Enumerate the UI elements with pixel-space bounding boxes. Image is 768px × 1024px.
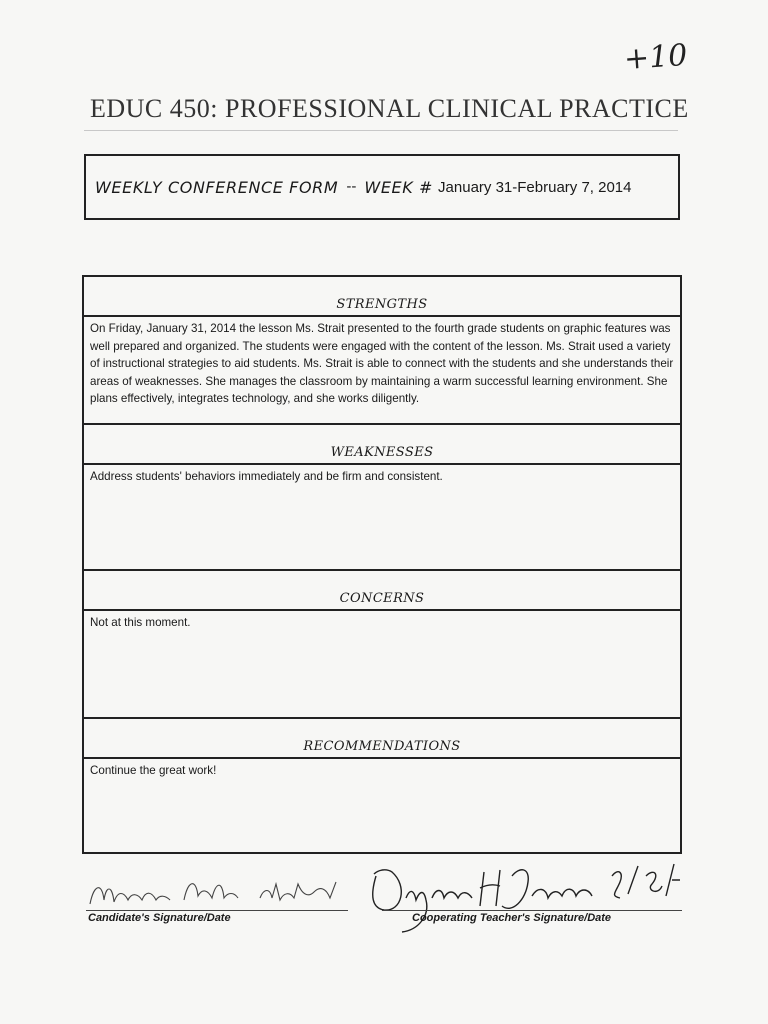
strengths-text: On Friday, January 31, 2014 the lesson Ms. Strait presented to the fourth grade students on graphic features was well prepared and organized. The students were engaged with the content of the lesson. Ms. Strait used a variety of instructional strategies to aid students. Ms. Strait is able to connect with the students and she understands their areas of weaknesses. She manages the classroom by maintaining a warm successful learning environment. She plans effectively, integrates technology, and she works diligently.: [84, 317, 680, 425]
teacher-signature-line: [382, 910, 682, 911]
week-dates: January 31-February 7, 2014: [438, 178, 632, 196]
title-divider: [84, 130, 678, 131]
course-title: EDUC 450: PROFESSIONAL CLINICAL PRACTICE: [90, 94, 689, 123]
weaknesses-heading: WEAKNESSES: [84, 425, 680, 465]
candidate-signature-label: Candidate's Signature/Date: [88, 912, 231, 924]
recommendations-text: Continue the great work!: [90, 764, 217, 777]
signature-area: [0, 856, 768, 936]
form-separator: --: [346, 179, 357, 195]
form-header-box: [84, 154, 680, 220]
concerns-heading: CONCERNS: [84, 571, 680, 611]
recommendations-heading: RECOMMENDATIONS: [84, 719, 680, 759]
candidate-signature-line: [86, 910, 348, 911]
teacher-signature-label: Cooperating Teacher's Signature/Date: [412, 912, 612, 924]
concerns-text: Not at this moment.: [84, 611, 680, 719]
weaknesses-text: Address students' behaviors immediately and be firm and consistent.: [84, 465, 680, 571]
conference-sections-table: [82, 275, 682, 854]
strengths-heading: STRENGTHS: [84, 277, 680, 317]
form-title: WEEKLY CONFERENCE FORM: [95, 177, 339, 197]
handwritten-score: +10: [622, 37, 689, 78]
week-label: WEEK #: [364, 177, 434, 197]
